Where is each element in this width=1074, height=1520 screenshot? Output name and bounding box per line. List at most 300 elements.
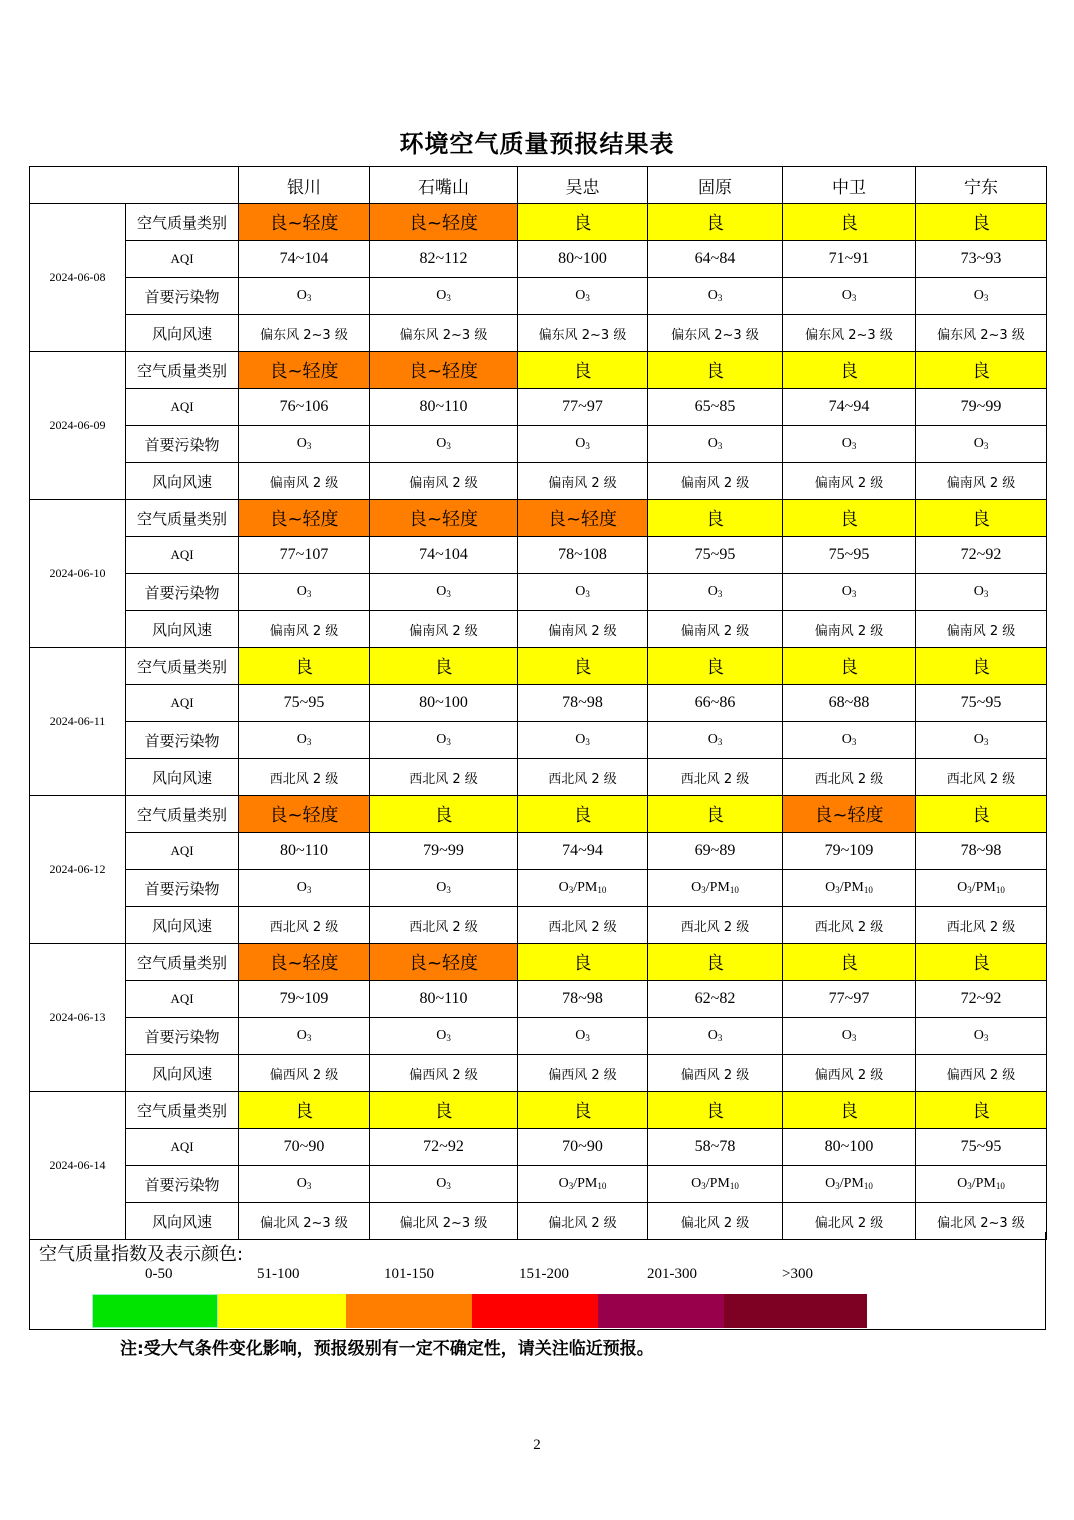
row-pollutant: [30, 574, 1047, 611]
row-pollutant: [30, 278, 1047, 315]
aqi-range: 75~95: [239, 685, 370, 722]
row-label-wind: 风向风速: [126, 1203, 239, 1240]
aqi-category: 良: [370, 1092, 518, 1129]
row-label-pollutant: 首要污染物: [126, 1166, 239, 1203]
wind-info: 偏西风 2 级: [239, 1055, 370, 1092]
pollutant-subscript: 3: [446, 1033, 451, 1043]
row-aqi: [30, 241, 1047, 278]
primary-pollutant: [518, 1166, 648, 1203]
primary-pollutant: [783, 870, 916, 907]
wind-info: 西北风 2 级: [518, 759, 648, 796]
row-pollutant: [30, 426, 1047, 463]
page-number: 2: [533, 1437, 541, 1453]
pollutant-subscript: 3: [446, 737, 451, 747]
row-label-category: 空气质量类别: [126, 944, 239, 981]
aqi-range: 79~109: [239, 981, 370, 1018]
primary-pollutant: [518, 574, 648, 611]
aqi-category: 良: [518, 204, 648, 241]
wind-info: 偏北风 2~3 级: [239, 1203, 370, 1240]
primary-pollutant: [783, 426, 916, 463]
aqi-category: 良: [783, 500, 916, 537]
row-label-category: 空气质量类别: [126, 204, 239, 241]
pollutant-subscript: 3: [568, 885, 574, 895]
primary-pollutant: [916, 574, 1047, 611]
aqi-range: 65~85: [648, 389, 783, 426]
row-wind: [30, 759, 1047, 796]
aqi-range: 80~110: [370, 389, 518, 426]
primary-pollutant: [916, 1018, 1047, 1055]
wind-info: 偏南风 2 级: [783, 611, 916, 648]
date-cell: 2024-06-11: [30, 648, 126, 796]
pollutant-symbol: O: [707, 1028, 718, 1043]
header-row: [30, 167, 1047, 204]
pollutant-symbol: O: [436, 880, 447, 895]
wind-info: 偏北风 2 级: [783, 1203, 916, 1240]
aqi-category: 良~轻度: [370, 500, 518, 537]
wind-info: 西北风 2 级: [239, 907, 370, 944]
row-aqi: [30, 1129, 1047, 1166]
pollutant-subscript: 3: [967, 885, 972, 895]
aqi-range: 76~106: [239, 389, 370, 426]
pollutant-symbol: O: [707, 732, 718, 747]
pollutant-subscript: 3: [446, 885, 451, 895]
city-header: 银川: [239, 167, 370, 204]
pollutant-subscript: 3: [851, 737, 857, 747]
legend-swatch-green: [92, 1294, 218, 1328]
aqi-category: 良: [648, 500, 783, 537]
legend-swatch-orange: [346, 1294, 472, 1328]
row-wind: [30, 463, 1047, 500]
pollutant-subscript: 3: [717, 293, 723, 303]
aqi-range: 82~112: [370, 241, 518, 278]
aqi-range: 77~107: [239, 537, 370, 574]
primary-pollutant: [783, 278, 916, 315]
aqi-category: 良: [648, 796, 783, 833]
row-pollutant: [30, 870, 1047, 907]
pollutant-symbol: O: [575, 584, 586, 599]
pollutant-subscript: 3: [983, 589, 989, 599]
row-label-pollutant: 首要污染物: [126, 278, 239, 315]
legend-range-101-150: 101-150: [384, 1266, 434, 1282]
aqi-category: 良: [783, 204, 916, 241]
primary-pollutant: [370, 1018, 518, 1055]
pollutant-symbol: O: [691, 1176, 702, 1191]
legend-range-151-200: 151-200: [519, 1266, 569, 1282]
pollutant-subscript: 3: [701, 885, 706, 895]
primary-pollutant: [518, 426, 648, 463]
wind-info: 偏南风 2 级: [370, 611, 518, 648]
row-aqi: [30, 833, 1047, 870]
aqi-category: 良~轻度: [239, 796, 370, 833]
row-aqi: [30, 537, 1047, 574]
pollutant-symbol: O: [296, 436, 307, 451]
wind-info: 西北风 2 级: [648, 759, 783, 796]
legend-swatch-purple: [598, 1294, 724, 1328]
wind-info: 偏西风 2 级: [783, 1055, 916, 1092]
pollutant-subscript: 3: [306, 589, 312, 599]
aqi-range: 74~104: [370, 537, 518, 574]
wind-info: 偏西风 2 级: [648, 1055, 783, 1092]
pollutant-pm: $/PM_{10}$: [705, 1176, 739, 1191]
primary-pollutant: [239, 722, 370, 759]
legend-swatch-yellow: [218, 1294, 346, 1328]
aqi-range: 72~92: [916, 537, 1047, 574]
aqi-range: 78~98: [518, 685, 648, 722]
pollutant-symbol: O: [296, 732, 307, 747]
legend-swatch-red: [472, 1294, 598, 1328]
wind-info: 偏东风 2~3 级: [518, 315, 648, 352]
aqi-range: 74~104: [239, 241, 370, 278]
pollutant-symbol: O: [973, 732, 984, 747]
primary-pollutant: [648, 1166, 783, 1203]
aqi-category: 良~轻度: [370, 204, 518, 241]
pollutant-symbol: O: [296, 288, 307, 303]
wind-info: 偏南风 2 级: [648, 463, 783, 500]
row-label-wind: 风向风速: [126, 1055, 239, 1092]
pollutant-subscript: 3: [585, 737, 590, 747]
city-header: 吴忠: [518, 167, 648, 204]
wind-info: 偏南风 2 级: [239, 463, 370, 500]
primary-pollutant: [518, 1018, 648, 1055]
row-label-wind: 风向风速: [126, 315, 239, 352]
wind-info: 偏南风 2 级: [370, 463, 518, 500]
aqi-range: 69~89: [648, 833, 783, 870]
row-category: [30, 796, 1047, 833]
pollutant-subscript: 3: [983, 441, 989, 451]
legend-range-201-300: 201-300: [647, 1266, 697, 1282]
aqi-category: 良: [648, 944, 783, 981]
primary-pollutant: [916, 278, 1047, 315]
pollutant-symbol: O: [973, 436, 984, 451]
pollutant-symbol: O: [841, 584, 852, 599]
primary-pollutant: [916, 1166, 1047, 1203]
aqi-category: 良: [518, 796, 648, 833]
primary-pollutant: [370, 722, 518, 759]
legend-range-51-100: 51-100: [257, 1266, 300, 1282]
pollutant-symbol: O: [296, 880, 307, 895]
wind-info: 西北风 2 级: [370, 759, 518, 796]
pollutant-symbol: O: [825, 880, 836, 895]
aqi-range: 71~91: [783, 241, 916, 278]
wind-info: 偏南风 2 级: [648, 611, 783, 648]
pollutant-subscript: 3: [983, 293, 989, 303]
row-category: [30, 648, 1047, 685]
aqi-category: 良~轻度: [370, 944, 518, 981]
aqi-category: 良: [648, 352, 783, 389]
row-pollutant: [30, 1018, 1047, 1055]
pollutant-symbol: O: [558, 1176, 569, 1191]
aqi-range: 75~95: [916, 1129, 1047, 1166]
wind-info: 偏西风 2 级: [518, 1055, 648, 1092]
primary-pollutant: [783, 722, 916, 759]
row-label-pollutant: 首要污染物: [126, 574, 239, 611]
row-label-pollutant: 首要污染物: [126, 1018, 239, 1055]
aqi-range: 80~100: [783, 1129, 916, 1166]
pollutant-symbol: O: [973, 288, 984, 303]
page-title: 环境空气质量预报结果表: [399, 130, 675, 158]
city-header: 固原: [648, 167, 783, 204]
pollutant-symbol: O: [436, 584, 447, 599]
primary-pollutant: [518, 870, 648, 907]
date-cell: 2024-06-09: [30, 352, 126, 500]
pollutant-subscript: 3: [306, 885, 312, 895]
pollutant-symbol: O: [575, 288, 586, 303]
row-label-aqi: AQI: [126, 685, 239, 722]
primary-pollutant: [648, 426, 783, 463]
city-header: 石嘴山: [370, 167, 518, 204]
row-label-wind: 风向风速: [126, 463, 239, 500]
row-aqi: [30, 685, 1047, 722]
aqi-category: 良: [783, 944, 916, 981]
pollutant-pm: $/PM_{10}$: [573, 880, 607, 895]
aqi-category: 良~轻度: [370, 352, 518, 389]
primary-pollutant: [783, 1018, 916, 1055]
primary-pollutant: [916, 870, 1047, 907]
pollutant-subscript: 3: [446, 1181, 451, 1191]
pollutant-symbol: O: [841, 436, 852, 451]
aqi-range: 79~99: [916, 389, 1047, 426]
row-category: [30, 204, 1047, 241]
row-wind: [30, 315, 1047, 352]
pollutant-pm: $/PM_{10}$: [839, 880, 873, 895]
aqi-range: 62~82: [648, 981, 783, 1018]
row-label-aqi: AQI: [126, 833, 239, 870]
pollutant-subscript: 3: [835, 885, 840, 895]
pollutant-symbol: O: [296, 1176, 307, 1191]
primary-pollutant: [916, 426, 1047, 463]
pollutant-symbol: O: [296, 1028, 307, 1043]
corner-cell: [30, 167, 239, 204]
primary-pollutant: [239, 278, 370, 315]
pollutant-symbol: O: [841, 732, 852, 747]
forecast-note: 注:受大气条件变化影响，预报级别有一定不确定性，请关注临近预报。: [120, 1339, 654, 1359]
pollutant-subscript: 3: [306, 293, 312, 303]
wind-info: 西北风 2 级: [916, 907, 1047, 944]
primary-pollutant: [239, 1018, 370, 1055]
primary-pollutant: [518, 278, 648, 315]
aqi-range: 70~90: [239, 1129, 370, 1166]
row-label-pollutant: 首要污染物: [126, 426, 239, 463]
aqi-category: 良: [916, 500, 1047, 537]
aqi-range: 73~93: [916, 241, 1047, 278]
pollutant-symbol: O: [957, 880, 968, 895]
pollutant-subscript: 3: [967, 1181, 972, 1191]
pollutant-subscript: 3: [983, 1033, 989, 1043]
legend: [29, 1232, 1046, 1330]
wind-info: 偏东风 2~3 级: [783, 315, 916, 352]
pollutant-symbol: O: [841, 288, 852, 303]
primary-pollutant: [239, 426, 370, 463]
pollutant-symbol: O: [436, 288, 447, 303]
aqi-category: 良: [916, 204, 1047, 241]
wind-info: 偏西风 2 级: [916, 1055, 1047, 1092]
aqi-category: 良: [370, 648, 518, 685]
pollutant-subscript: 3: [851, 1033, 857, 1043]
primary-pollutant: [239, 1166, 370, 1203]
wind-info: 偏南风 2 级: [518, 463, 648, 500]
wind-info: 偏北风 2~3 级: [916, 1203, 1047, 1240]
pollutant-subscript: 3: [306, 1033, 312, 1043]
primary-pollutant: [783, 574, 916, 611]
row-label-category: 空气质量类别: [126, 796, 239, 833]
pollutant-symbol: O: [436, 436, 447, 451]
aqi-category: 良: [239, 648, 370, 685]
pollutant-subscript: 3: [717, 1033, 723, 1043]
pollutant-subscript: 3: [717, 737, 723, 747]
primary-pollutant: [648, 722, 783, 759]
aqi-category: 良: [916, 648, 1047, 685]
date-cell: 2024-06-08: [30, 204, 126, 352]
wind-info: 西北风 2 级: [648, 907, 783, 944]
pollutant-symbol: O: [707, 584, 718, 599]
aqi-category: 良~轻度: [518, 500, 648, 537]
pollutant-pm: $/PM_{10}$: [705, 880, 739, 895]
pollutant-subscript: 3: [446, 293, 451, 303]
wind-info: 偏南风 2 级: [783, 463, 916, 500]
aqi-range: 75~95: [783, 537, 916, 574]
legend-title: 空气质量指数及表示颜色:: [39, 1244, 244, 1265]
primary-pollutant: [239, 574, 370, 611]
aqi-category: 良: [648, 204, 783, 241]
wind-info: 偏东风 2~3 级: [916, 315, 1047, 352]
aqi-range: 78~98: [518, 981, 648, 1018]
pollutant-subscript: 3: [306, 737, 312, 747]
pollutant-subscript: 3: [717, 589, 723, 599]
pollutant-pm: $/PM_{10}$: [971, 1176, 1005, 1191]
row-aqi: [30, 389, 1047, 426]
pollutant-symbol: O: [841, 1028, 852, 1043]
aqi-range: 75~95: [648, 537, 783, 574]
wind-info: 西北风 2 级: [783, 907, 916, 944]
pollutant-subscript: 3: [568, 1181, 574, 1191]
primary-pollutant: [370, 1166, 518, 1203]
row-aqi: [30, 981, 1047, 1018]
aqi-category: 良~轻度: [783, 796, 916, 833]
wind-info: 偏南风 2 级: [239, 611, 370, 648]
wind-info: 偏南风 2 级: [916, 611, 1047, 648]
row-category: [30, 1092, 1047, 1129]
row-label-category: 空气质量类别: [126, 1092, 239, 1129]
primary-pollutant: [518, 722, 648, 759]
primary-pollutant: [648, 574, 783, 611]
aqi-range: 66~86: [648, 685, 783, 722]
aqi-category: 良~轻度: [239, 352, 370, 389]
aqi-range: 78~98: [916, 833, 1047, 870]
wind-info: 偏北风 2 级: [648, 1203, 783, 1240]
aqi-range: 79~109: [783, 833, 916, 870]
city-header: 中卫: [783, 167, 916, 204]
primary-pollutant: [783, 1166, 916, 1203]
aqi-range: 80~100: [518, 241, 648, 278]
row-label-category: 空气质量类别: [126, 500, 239, 537]
aqi-range: 68~88: [783, 685, 916, 722]
pollutant-symbol: O: [957, 1176, 968, 1191]
aqi-range: 77~97: [518, 389, 648, 426]
pollutant-subscript: 3: [851, 293, 857, 303]
wind-info: 偏东风 2~3 级: [370, 315, 518, 352]
row-pollutant: [30, 1166, 1047, 1203]
row-label-wind: 风向风速: [126, 907, 239, 944]
aqi-category: 良: [783, 648, 916, 685]
pollutant-symbol: O: [691, 880, 702, 895]
pollutant-pm: $/PM_{10}$: [839, 1176, 873, 1191]
wind-info: 偏北风 2 级: [518, 1203, 648, 1240]
aqi-category: 良: [518, 352, 648, 389]
row-label-pollutant: 首要污染物: [126, 722, 239, 759]
aqi-range: 79~99: [370, 833, 518, 870]
row-wind: [30, 1055, 1047, 1092]
aqi-range: 77~97: [783, 981, 916, 1018]
row-label-category: 空气质量类别: [126, 648, 239, 685]
legend-range-0-50: 0-50: [145, 1266, 173, 1282]
wind-info: 偏东风 2~3 级: [239, 315, 370, 352]
pollutant-symbol: O: [296, 584, 307, 599]
aqi-category: 良: [518, 944, 648, 981]
row-wind: [30, 611, 1047, 648]
wind-info: 西北风 2 级: [370, 907, 518, 944]
pollutant-subscript: 3: [585, 293, 590, 303]
pollutant-symbol: O: [707, 288, 718, 303]
row-label-aqi: AQI: [126, 1129, 239, 1166]
primary-pollutant: [648, 278, 783, 315]
aqi-category: 良: [916, 352, 1047, 389]
pollutant-subscript: 3: [446, 441, 451, 451]
wind-info: 偏东风 2~3 级: [648, 315, 783, 352]
pollutant-subscript: 3: [585, 1033, 590, 1043]
primary-pollutant: [916, 722, 1047, 759]
legend-swatch-maroon: [724, 1294, 867, 1328]
aqi-category: 良: [916, 944, 1047, 981]
aqi-range: 70~90: [518, 1129, 648, 1166]
row-label-wind: 风向风速: [126, 759, 239, 796]
date-cell: 2024-06-12: [30, 796, 126, 944]
legend-range-over-300: >300: [782, 1266, 813, 1282]
pollutant-subscript: 3: [701, 1181, 706, 1191]
row-pollutant: [30, 722, 1047, 759]
date-cell: 2024-06-10: [30, 500, 126, 648]
wind-info: 偏南风 2 级: [916, 463, 1047, 500]
aqi-category: 良: [239, 1092, 370, 1129]
forecast-table: [29, 166, 1047, 1240]
wind-info: 西北风 2 级: [783, 759, 916, 796]
aqi-category: 良: [518, 1092, 648, 1129]
pollutant-subscript: 3: [983, 737, 989, 747]
aqi-range: 74~94: [518, 833, 648, 870]
pollutant-subscript: 3: [585, 589, 590, 599]
pollutant-symbol: O: [973, 1028, 984, 1043]
pollutant-subscript: 3: [306, 1181, 312, 1191]
wind-info: 西北风 2 级: [518, 907, 648, 944]
row-label-pollutant: 首要污染物: [126, 870, 239, 907]
aqi-range: 64~84: [648, 241, 783, 278]
primary-pollutant: [370, 574, 518, 611]
row-label-aqi: AQI: [126, 537, 239, 574]
aqi-range: 78~108: [518, 537, 648, 574]
pollutant-pm: $/PM_{10}$: [971, 880, 1005, 895]
aqi-range: 72~92: [370, 1129, 518, 1166]
wind-info: 西北风 2 级: [239, 759, 370, 796]
aqi-category: 良: [648, 1092, 783, 1129]
aqi-category: 良: [916, 796, 1047, 833]
aqi-range: 74~94: [783, 389, 916, 426]
aqi-category: 良: [916, 1092, 1047, 1129]
primary-pollutant: [648, 870, 783, 907]
city-header: 宁东: [916, 167, 1047, 204]
wind-info: 偏南风 2 级: [518, 611, 648, 648]
aqi-category: 良: [518, 648, 648, 685]
primary-pollutant: [239, 870, 370, 907]
pollutant-subscript: 3: [446, 589, 451, 599]
